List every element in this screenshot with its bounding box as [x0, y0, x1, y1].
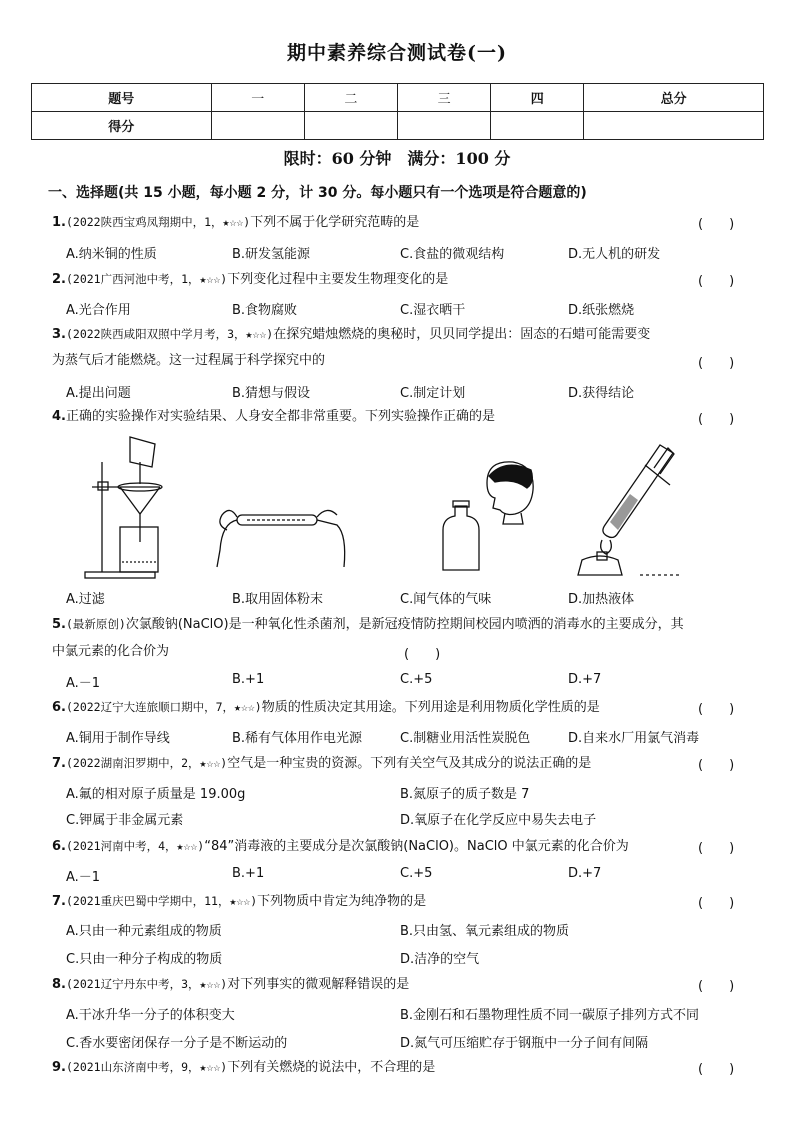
option-d: D.+7 [568, 672, 602, 687]
option-b: B.只由氢、氧元素组成的物质 [400, 924, 570, 939]
option-d: D.获得结论 [568, 386, 635, 401]
question-number: 4. [52, 409, 66, 424]
option-c: C.闻气体的气味 [400, 592, 492, 607]
question-3 [52, 325, 650, 344]
answer-bracket: ( ) [698, 758, 735, 773]
question-number: 7. [52, 756, 66, 771]
option-b: B.金刚石和石墨物理性质不同一碳原子排列方式不同 [400, 1008, 700, 1023]
option-b: B.+1 [232, 866, 265, 881]
question-source: (2022湖南汨罗期中，2，★☆☆) [65, 756, 228, 770]
question-source: (最新原创) [65, 617, 126, 631]
option-a: A.干冰升华一分子的体积变大 [66, 1008, 235, 1023]
option-d: D.加热液体 [568, 592, 635, 607]
question-text: “84”消毒液的主要成分是次氯酸钠(NaClO)。NaClO 中氯元素的化合价为 [204, 839, 629, 854]
option-b: B.研发氢能源 [232, 247, 311, 262]
score-header-cell: 二 [304, 84, 397, 112]
question-source: (2022辽宁大连旅顺口期中，7，★☆☆) [65, 700, 262, 714]
option-a: A.－1 [66, 870, 101, 885]
option-b: B.+1 [232, 672, 265, 687]
score-table [31, 83, 764, 140]
heating-figure [570, 440, 690, 580]
option-c: C.制糖业用活性炭脱色 [400, 731, 531, 746]
option-d: D.纸张燃烧 [568, 303, 635, 318]
option-b: B.取用固体粉末 [232, 592, 324, 607]
question-source: (2022陕西咸阳双照中学月考，3，★☆☆) [65, 327, 274, 341]
option-c: C.+5 [400, 672, 433, 687]
option-b: B.氮原子的质子数是 7 [400, 787, 530, 802]
smell-gas-figure [435, 458, 545, 573]
filtration-figure [80, 432, 190, 582]
score-entry-cell [304, 112, 397, 140]
option-a: A.光合作用 [66, 303, 131, 318]
option-a: A.过滤 [66, 592, 105, 607]
option-d: D.无人机的研发 [568, 247, 661, 262]
question-number: 3. [52, 327, 66, 342]
question-7b [52, 892, 426, 911]
question-1 [52, 213, 419, 232]
option-c: C.钾属于非金属元素 [66, 813, 184, 828]
option-a: A.－1 [66, 676, 101, 691]
option-b: B.猜想与假设 [232, 386, 311, 401]
answer-bracket: ( ) [698, 979, 735, 994]
option-a: A.铜用于制作导线 [66, 731, 170, 746]
option-c: C.只由一种分子构成的物质 [66, 952, 223, 967]
question-text: 在探究蜡烛燃烧的奥秘时，贝贝同学提出：固态的石蜡可能需要变 [273, 327, 651, 342]
option-d: D.氧原子在化学反应中易失去电子 [400, 813, 597, 828]
question-text: 正确的实验操作对实验结果、人身安全都非常重要。下列实验操作正确的是 [65, 409, 495, 424]
option-c: C.香水要密闭保存一分子是不断运动的 [66, 1036, 288, 1051]
score-entry-cell [491, 112, 584, 140]
option-b: B.稀有气体用作电光源 [232, 731, 363, 746]
option-a: A.只由一种元素组成的物质 [66, 924, 222, 939]
option-a: A.氟的相对原子质量是 19.00g [66, 787, 246, 802]
score-header-cell: 一 [211, 84, 304, 112]
answer-bracket: ( ) [698, 412, 735, 427]
question-text: 对下列事实的微观解释错误的是 [227, 977, 410, 992]
option-d: D.氮气可压缩贮存于钢瓶中一分子间有间隔 [400, 1036, 649, 1051]
option-c: C.制定计划 [400, 386, 466, 401]
score-header-cell: 四 [491, 84, 584, 112]
option-c: C.食盐的微观结构 [400, 247, 505, 262]
question-4 [52, 408, 495, 426]
score-header-cell: 三 [397, 84, 490, 112]
section-heading: 一、选择题(共 15 小题，每小题 2 分，计 30 分。每小题只有一个选项是符合题意的) [48, 185, 587, 201]
score-entry-cell [211, 112, 304, 140]
score-header-cell: 总分 [584, 84, 764, 112]
question-number: 5. [52, 617, 66, 632]
question-number: 7. [52, 894, 66, 909]
question-3-continued: 为蒸气后才能燃烧。这一过程属于科学探究中的 [52, 353, 326, 368]
question-text: 下列变化过程中主要发生物理变化的是 [227, 272, 449, 287]
answer-bracket: ( ) [698, 896, 735, 911]
score-row-label: 得分 [32, 112, 212, 140]
option-d: D.+7 [568, 866, 602, 881]
question-source: (2021广西河池中考，1，★☆☆) [65, 272, 228, 286]
question-9 [52, 1058, 435, 1077]
answer-bracket: ( ) [698, 356, 735, 371]
question-text: 下列物质中肯定为纯净物的是 [257, 894, 427, 909]
option-d: D.自来水厂用氯气消毒 [568, 731, 700, 746]
answer-bracket: ( ) [698, 1062, 735, 1077]
time-limit: 限时：60 分钟 满分：100 分 [283, 149, 511, 168]
score-entry-cell [584, 112, 764, 140]
question-number: 9. [52, 1060, 66, 1075]
answer-bracket: ( ) [698, 217, 735, 232]
question-source: (2021山东济南中考，9，★☆☆) [65, 1060, 228, 1074]
score-table-score-row [32, 112, 764, 140]
question-text: 空气是一种宝贵的资源。下列有关空气及其成分的说法正确的是 [227, 756, 592, 771]
score-entry-cell [397, 112, 490, 140]
question-text: 下列有关燃烧的说法中，不合理的是 [227, 1060, 436, 1075]
exam-title: 期中素养综合测试卷(一) [287, 42, 507, 64]
option-a: A.提出问题 [66, 386, 131, 401]
question-number: 6. [52, 700, 66, 715]
option-b: B.食物腐败 [232, 303, 298, 318]
answer-bracket: ( ) [404, 647, 441, 662]
answer-bracket: ( ) [698, 841, 735, 856]
question-text: 次氯酸钠(NaClO)是一种氧化性杀菌剂，是新冠疫情防控期间校园内喷洒的消毒水的主要成分，其 [125, 617, 684, 632]
question-source: (2021辽宁丹东中考，3，★☆☆) [65, 977, 228, 991]
option-c: C.+5 [400, 866, 433, 881]
question-6 [52, 698, 600, 717]
question-5 [52, 615, 684, 634]
question-number: 8. [52, 977, 66, 992]
question-8 [52, 975, 409, 994]
question-number: 2. [52, 272, 66, 287]
powder-figure [212, 495, 352, 570]
option-d: D.洁净的空气 [400, 952, 480, 967]
answer-bracket: ( ) [698, 274, 735, 289]
question-number: 1. [52, 215, 66, 230]
score-header-cell: 题号 [32, 84, 212, 112]
question-source: (2022陕西宝鸡凤翔期中，1，★☆☆) [65, 215, 251, 229]
question-number: 6. [52, 839, 66, 854]
question-2 [52, 270, 448, 289]
question-6b [52, 837, 629, 856]
question-5-continued: 中氯元素的化合价为 [52, 644, 170, 659]
option-c: C.湿衣晒干 [400, 303, 466, 318]
question-source: (2021河南中考，4，★☆☆) [65, 839, 205, 853]
question-7 [52, 754, 591, 773]
question-source: (2021重庆巴蜀中学期中，11，★☆☆) [65, 894, 258, 908]
score-table-header-row [32, 84, 764, 112]
question-text: 物质的性质决定其用途。下列用途是利用物质化学性质的是 [261, 700, 600, 715]
question-text: 下列不属于化学研究范畴的是 [250, 215, 420, 230]
answer-bracket: ( ) [698, 702, 735, 717]
option-a: A.纳米铜的性质 [66, 247, 157, 262]
